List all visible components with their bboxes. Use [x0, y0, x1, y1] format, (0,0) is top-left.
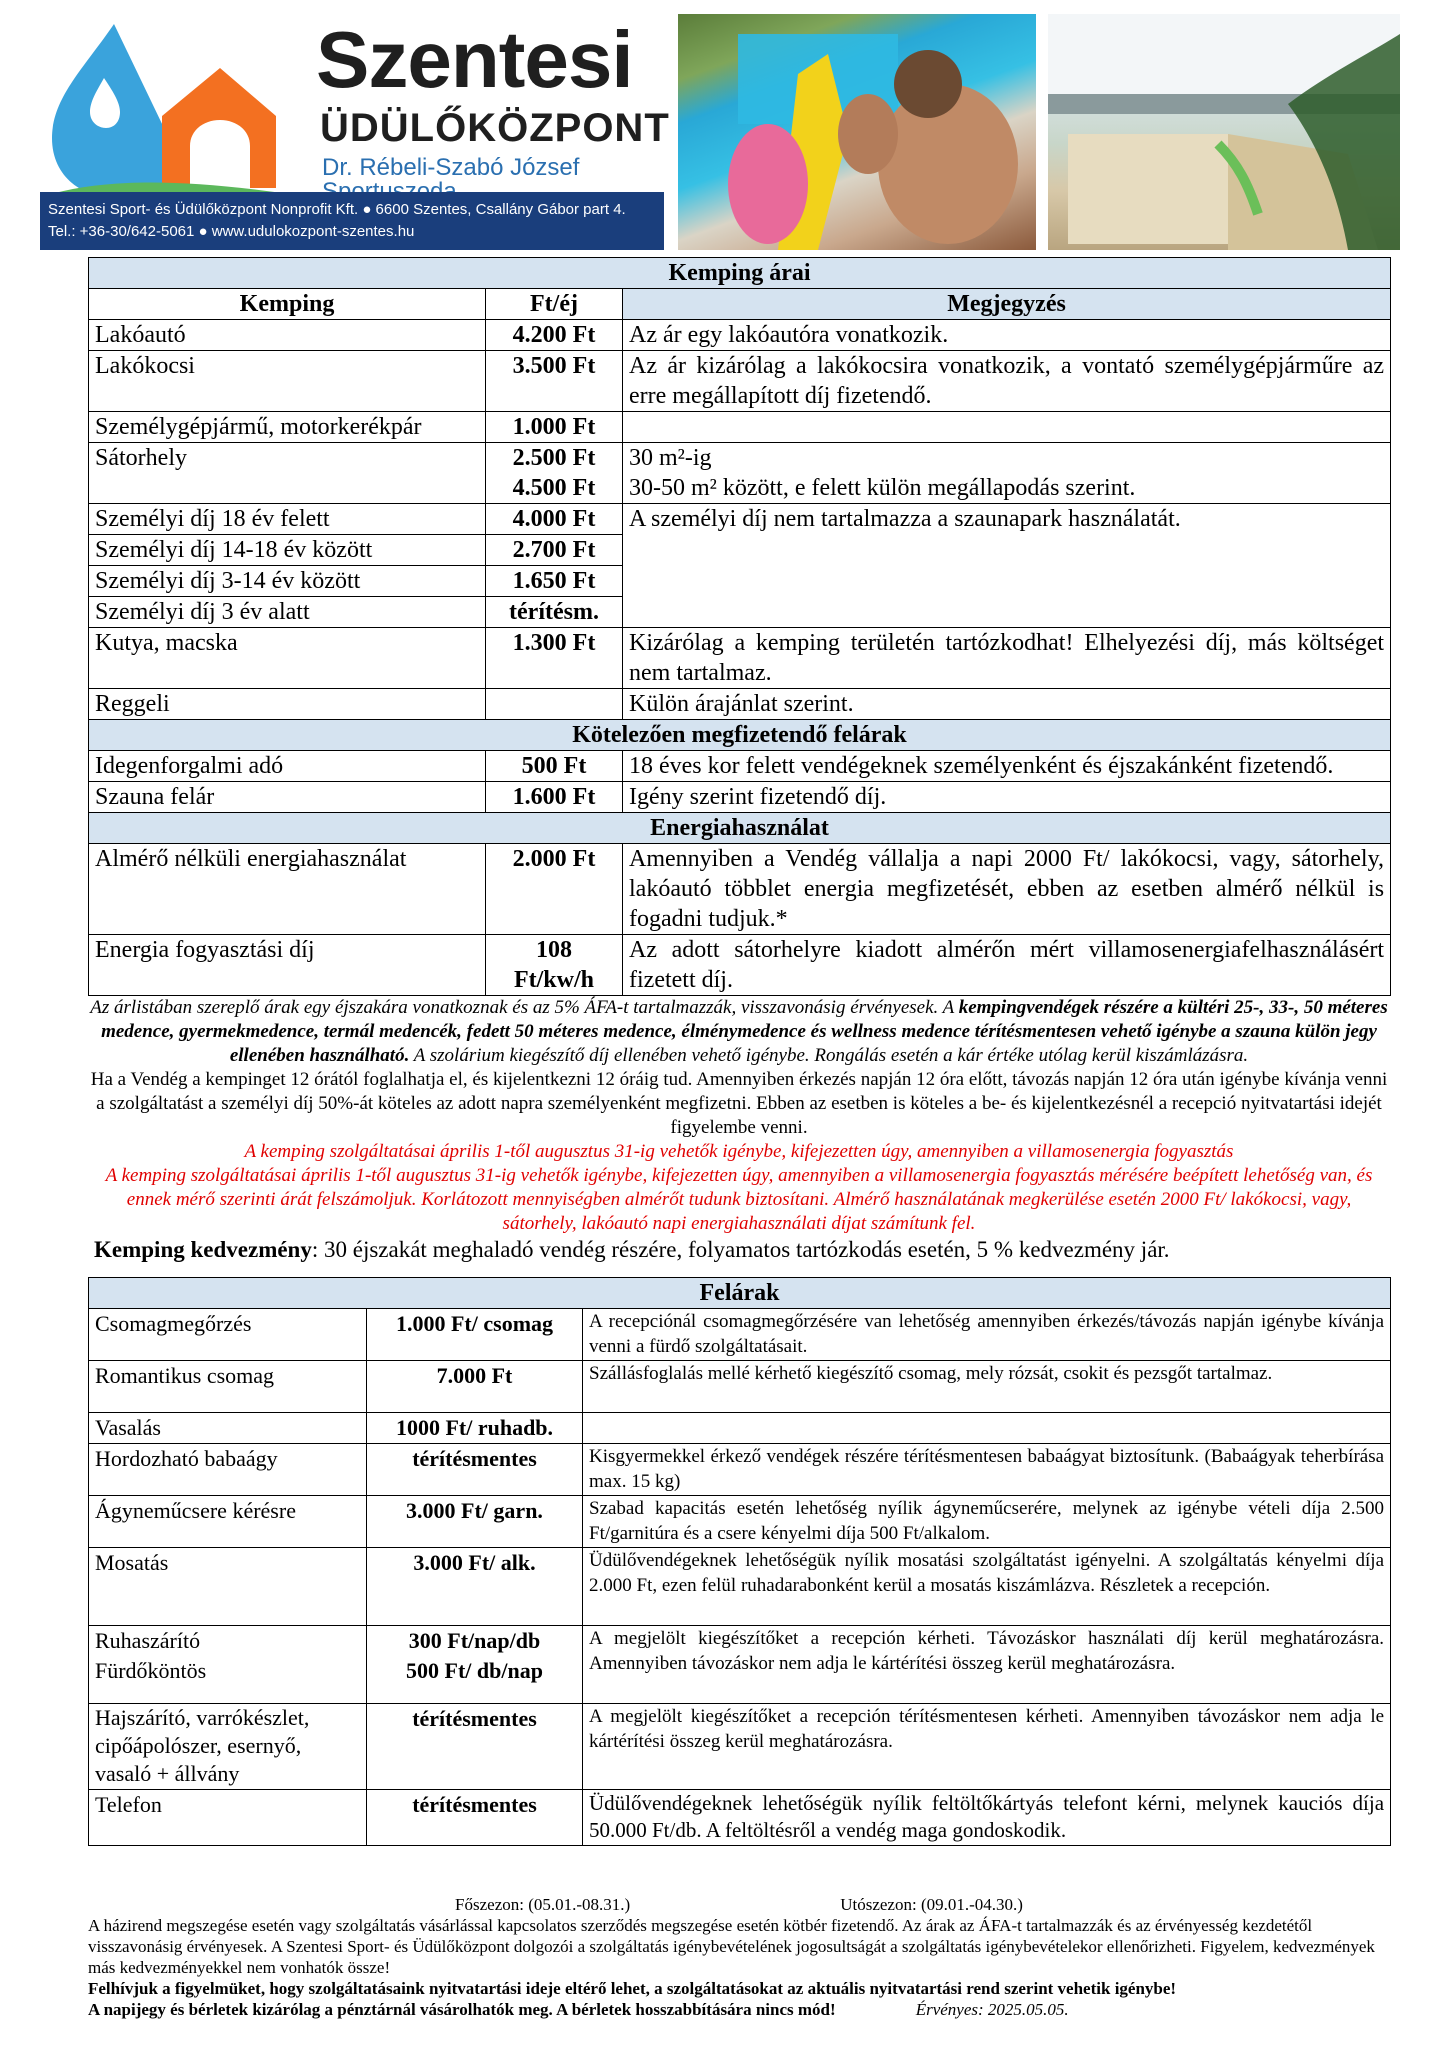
row-price: 4.200 Ft: [486, 320, 623, 351]
col-note: Megjegyzés: [623, 289, 1391, 320]
row-name: Idegenforgalmi adó: [89, 751, 486, 782]
table-row: [89, 443, 1391, 504]
row-price: [486, 689, 623, 720]
logo: [40, 14, 670, 250]
row-name: Személyi díj 3-14 év között: [89, 566, 486, 597]
row-price: 2.000 Ft: [486, 844, 623, 935]
row-note: Külön árajánlat szerint.: [623, 689, 1391, 720]
contact-phone-web: Tel.: +36-30/642-5061 ● www.udulokozpont-szentes.hu: [48, 223, 415, 240]
extras-section: [88, 1277, 1390, 1846]
row-note: A megjelölt kiegészítőket a recepción kérheti. Távozáskor használati díj kerül meghatározásra. Amennyiben távozáskor nem adja le kártérítési összeg kerül meghatározásra.: [583, 1626, 1391, 1704]
row-name: Mosatás: [89, 1548, 367, 1626]
row-price: 1.000 Ft/ csomag: [367, 1309, 583, 1361]
row-name: Lakóautó: [89, 320, 486, 351]
row-name: Reggeli: [89, 689, 486, 720]
table-row: [89, 628, 1391, 689]
row-name: Személygépjármű, motorkerékpár: [89, 412, 486, 443]
camping-discount: Kemping kedvezmény: 30 éjszakát meghaladó vendég részére, folyamatos tartózkodás esetén, 5 % kedvezmény jár.: [94, 1237, 1170, 1262]
row-price: 3.000 Ft/ alk.: [367, 1548, 583, 1626]
table-row: [89, 1790, 1391, 1846]
logo-drop-house-icon: [44, 18, 304, 218]
footer-opening-notice: Felhívjuk a figyelmüket, hogy szolgáltatásaink nyitvatartási ideje eltérő lehet, a szolgáltatásokat az aktuális nyitvatartási rend szerint vehetik igénybe!: [88, 1979, 1177, 1998]
photo-indoor-pool: [1048, 14, 1400, 250]
row-name: Telefon: [89, 1790, 367, 1846]
table-row: [89, 320, 1391, 351]
notes-paragraph-2: Ha a Vendég a kempinget 12 órától foglalhatja el, és kijelentkezni 12 óráig tud. Amennyiben érkezés napján 12 óra előtt, távozás napján 12 óra után igénybe kívánja venni a szolgáltatást a személyi díj 50%-át köteles az adott napra személyenként megfizetni. Ebben az esetben is köteles a be- és kijelentkezésnél a recepció nyitvatartási idejét figyelembe venni.: [90, 1069, 1388, 1138]
row-name: Vasalás: [89, 1413, 367, 1444]
row-note: Szabad kapacitás esetén lehetőség nyílik ágyneműcserére, melynek az igénybe vételi díja 2.500 Ft/garnitúra és a csere kényelmi díja 500 Ft/alkalom.: [583, 1496, 1391, 1548]
row-price: 500 Ft: [486, 751, 623, 782]
row-name: Sátorhely: [89, 443, 486, 504]
price-small-tent: 2.500 Ft: [512, 445, 596, 471]
row-name: Csomagmegőrzés: [89, 1309, 367, 1361]
row-note: A megjelölt kiegészítőket a recepción térítésmentesen kérheti. Amennyiben távozáskor nem adja le kártérítési összeg kerül meghatározásra.: [583, 1704, 1391, 1790]
table-row: [89, 751, 1391, 782]
footer: [88, 1894, 1390, 2020]
row-note: A recepciónál csomagmegőrzésére van lehetőség amennyiben érkezés/távozás napján igénybe kívánja venni a fürdő szolgáltatásait.: [583, 1309, 1391, 1361]
row-name: Lakókocsi: [89, 351, 486, 412]
table-row: [89, 1413, 1391, 1444]
row-name: Almérő nélküli energiahasználat: [89, 844, 486, 935]
row-price: 1.650 Ft: [486, 566, 623, 597]
row-price: térítésmentes: [367, 1704, 583, 1790]
row-price: 1.300 Ft: [486, 628, 623, 689]
table-row: [89, 351, 1391, 412]
extras-title: Felárak: [89, 1278, 1391, 1309]
row-price: térítésmentes: [367, 1444, 583, 1496]
row-note: Az adott sátorhelyre kiadott almérőn mért villamosenergiafelhasználásért fizetett díj.: [623, 935, 1391, 996]
validity-date: Érvényes: 2025.05.05.: [915, 2000, 1069, 2019]
table-row: [89, 1704, 1391, 1790]
notes-block: [88, 996, 1390, 1264]
contact-address: Szentesi Sport- és Üdülőközpont Nonprofit Kft. ● 6600 Szentes, Csallány Gábor part 4.: [48, 201, 626, 218]
row-price: 3.000 Ft/ garn.: [367, 1496, 583, 1548]
row-price: 7.000 Ft: [367, 1361, 583, 1413]
price-value: 108: [536, 937, 572, 963]
notes-paragraph-1: Az árlistában szereplő árak egy éjszakára vonatkoznak és az 5% ÁFA-t tartalmazzák, visszavonásig érvényesek. A kempingvendégek részére a kültéri 25-, 33-, 50 méteres medence, gyermekmedence, termál medencék, fedett 50 méteres medence, élménymedence és wellness medence térítésmentesen vehető igénybe a szauna külön jegy ellenében használható. A szolárium kiegészítő díj ellenében vehető igénybe. Rongálás esetén a kár értéke utólag kerül kiszámlázásra.: [90, 997, 1388, 1066]
table-row: [89, 1361, 1391, 1413]
row-price: térítésmentes: [367, 1790, 583, 1846]
table-row: [89, 844, 1391, 935]
footer-ticket-notice: A napijegy és bérletek kizárólag a pénztárnál vásárolhatók meg. A bérletek hosszabbítására nincs mód! Érvényes: 2025.05.05.: [88, 2000, 1069, 2019]
row-price: 1000 Ft/ ruhadb.: [367, 1413, 583, 1444]
table-row: [89, 689, 1391, 720]
brand-name: Szentesi: [316, 15, 633, 104]
row-note: 18 éves kor felett vendégeknek személyenként és éjszakánként fizetendő.: [623, 751, 1391, 782]
row-name: [89, 1626, 367, 1704]
row-note: Igény szerint fizetendő díj.: [623, 782, 1391, 813]
table-row: [89, 1548, 1391, 1626]
camping-title: Kemping árai: [89, 258, 1391, 289]
header: [40, 14, 1400, 254]
row-name: Kutya, macska: [89, 628, 486, 689]
row-note: Üdülővendégeknek lehetőségük nyílik feltöltőkártyás telefont kérni, melynek kauciós díja 50.000 Ft/db. A feltöltésről a vendég maga gondoskodik.: [583, 1790, 1391, 1846]
mandatory-title: Kötelezően megfizetendő felárak: [89, 720, 1391, 751]
price-large-tent: 4.500 Ft: [512, 475, 596, 501]
row-note: Az ár kizárólag a lakókocsira vonatkozik, a vontató személygépjárműre az erre megállapított díj fizetendő.: [623, 351, 1391, 412]
item-bathrobe: Fürdőköntös: [95, 1658, 207, 1683]
row-name: Személyi díj 3 év alatt: [89, 597, 486, 628]
col-price: Ft/éj: [486, 289, 623, 320]
table-row: [89, 1626, 1391, 1704]
row-note: [623, 443, 1391, 504]
row-name: Hordozható babaágy: [89, 1444, 367, 1496]
notes-red-1: A kemping szolgáltatásai április 1-től augusztus 31-ig vehetők igénybe, kifejezetten úgy, amennyiben a villamosenergia fogyasztás: [244, 1141, 1234, 1162]
row-name: Személyi díj 18 év felett: [89, 504, 486, 535]
brand-subtitle: ÜDÜLŐKÖZPONT: [320, 106, 670, 150]
table-row: [89, 504, 1391, 535]
note-small-tent: 30 m²-ig: [629, 445, 712, 471]
item-clothes-dryer: Ruhaszárító: [95, 1628, 201, 1653]
row-price: 3.500 Ft: [486, 351, 623, 412]
row-price: 2.700 Ft: [486, 535, 623, 566]
camping-section: [88, 257, 1390, 1264]
table-row: [89, 412, 1391, 443]
row-price: 4.000 Ft: [486, 504, 623, 535]
post-season: Utószezon: (09.01.-04.30.): [840, 1895, 1023, 1914]
row-note: [583, 1413, 1391, 1444]
row-note: A személyi díj nem tartalmazza a szaunapark használatát.: [623, 504, 1391, 628]
extras-table: [88, 1277, 1391, 1846]
row-name: Romantikus csomag: [89, 1361, 367, 1413]
row-price: [367, 1626, 583, 1704]
price-bathrobe: 500 Ft/ db/nap: [406, 1658, 543, 1683]
row-name: Szauna felár: [89, 782, 486, 813]
row-note: Amennyiben a Vendég vállalja a napi 2000 Ft/ lakókocsi, vagy, sátorhely, lakóautó többlet energia megfizetését, ebben az esetben almérő nélkül is fogadni tudjuk.*: [623, 844, 1391, 935]
table-row: [89, 1309, 1391, 1361]
price-clothes-dryer: 300 Ft/nap/db: [408, 1628, 541, 1653]
row-note: Kizárólag a kemping területén tartózkodhat! Elhelyezési díj, más költséget nem tartalmaz.: [623, 628, 1391, 689]
row-note: Az ár egy lakóautóra vonatkozik.: [623, 320, 1391, 351]
row-price: 1.600 Ft: [486, 782, 623, 813]
notes-red-2: A kemping szolgáltatásai április 1-től augusztus 31-ig vehetők igénybe, kifejezetten úgy, amennyiben a villamosenergia fogyasztás mérésére beépített lehetőség van, és ennek mérő szerinti árát felszámoljuk. Korlátozott mennyiségben almérőt tudunk biztosítani. Almérő használatának megkerülése esetén 2000 Ft/ lakókocsi, vagy, sátorhely, lakóautó napi energiahasználati díjat számítunk fel.: [105, 1165, 1373, 1234]
row-price: térítésm.: [486, 597, 623, 628]
photo-waterslide: [678, 14, 1036, 250]
table-row: [89, 935, 1391, 996]
contact-bar: [40, 192, 664, 250]
row-note: Szállásfoglalás mellé kérhető kiegészítő csomag, mely rózsát, csokit és pezsgőt tartalmaz.: [583, 1361, 1391, 1413]
row-price: 1.000 Ft: [486, 412, 623, 443]
row-note: Kisgyermekkel érkező vendégek részére térítésmentesen babaágyat biztosítunk. (Babaágyak teherbírása max. 15 kg): [583, 1444, 1391, 1496]
table-row: [89, 782, 1391, 813]
main-season: Főszezon: (05.01.-08.31.): [455, 1895, 631, 1914]
row-name: Személyi díj 14-18 év között: [89, 535, 486, 566]
row-note: [623, 412, 1391, 443]
row-name: Hajszárító, varrókészlet, cipőápolószer, esernyő, vasaló + állvány: [89, 1704, 367, 1790]
seasons: [88, 1894, 1390, 1915]
row-price: [486, 935, 623, 996]
col-kemping: Kemping: [89, 289, 486, 320]
table-row: [89, 1496, 1391, 1548]
camping-price-table: [88, 257, 1391, 996]
row-price: [486, 443, 623, 504]
note-large-tent: 30-50 m² között, e felett külön megállapodás szerint.: [629, 475, 1136, 501]
row-name: Energia fogyasztási díj: [89, 935, 486, 996]
footer-terms: A házirend megszegése esetén vagy szolgáltatás vásárlással kapcsolatos szerződés megszegése esetén kötbér fizetendő. Az árak az ÁFA-t tartalmazzák és az érvényesség kezdetétől visszavonásig érvényesek. A Szentesi Sport- és Üdülőközpont dolgozói a szolgáltatás igénybevételének jogosultságát a szolgáltatás igénybevételekor ellenőrizheti. Figyelem, kedvezmények más kedvezményekkel nem vonhatók össze!: [88, 1916, 1375, 1977]
table-row: [89, 1444, 1391, 1496]
brand-tagline: Dr. Rébeli-Szabó József: [322, 154, 580, 181]
energy-title: Energiahasználat: [89, 813, 1391, 844]
row-note: Üdülővendégeknek lehetőségük nyílik mosatási szolgáltatást igényelni. A szolgáltatás kényelmi díja 2.000 Ft, ezen felül ruhadarabonként kerül a mosatás kiszámlázva. Részletek a recepción.: [583, 1548, 1391, 1626]
row-name: Ágyneműcsere kérésre: [89, 1496, 367, 1548]
price-unit: Ft/kw/h: [513, 967, 594, 993]
